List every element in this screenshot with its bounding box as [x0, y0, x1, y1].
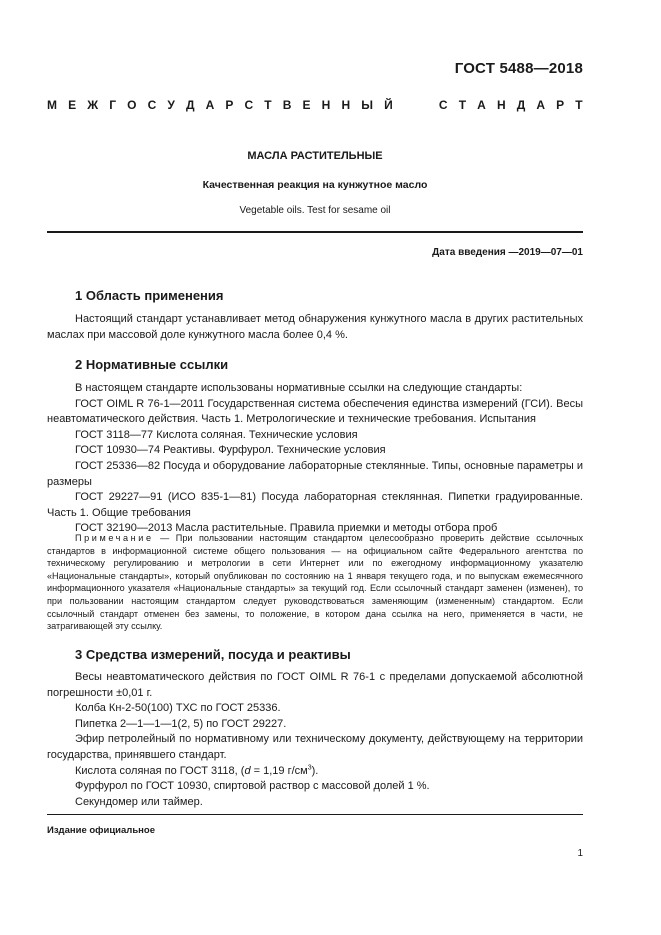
banner-letter: Н [321, 98, 331, 112]
footer-divider [47, 814, 583, 815]
reference-item: ГОСТ 10930—74 Реактивы. Фурфурол. Технические условия [75, 444, 386, 457]
equipment-item: Колба Кн-2-50(100) ТХС по ГОСТ 25336. [75, 702, 281, 715]
reference-item: ГОСТ 3118—77 Кислота соляная. Технические условия [75, 428, 358, 441]
reference-item: ГОСТ 29227—91 (ИСО 835-1—81) Посуда лабораторная стеклянная. Пипетки градуированные. Часть 1. Общие требования [47, 491, 583, 519]
banner-letter: Й [384, 98, 393, 112]
acid-suffix: ). [311, 764, 319, 777]
equipment-item: Фурфурол по ГОСТ 10930, спиртовой раствор с массовой долей 1 %. [75, 780, 430, 793]
banner-letter: Г [109, 98, 117, 112]
banner-letter: Е [68, 98, 77, 112]
banner-letter: Ы [361, 98, 373, 112]
standard-type-banner [47, 98, 583, 112]
banner-letter: Т [575, 98, 583, 112]
equipment-item: Весы неавтоматического действия по ГОСТ OIML R 76-1 с пределами допускаемой абсолютной погрешности ±0,01 г. [47, 671, 583, 699]
banner-letter: С [438, 98, 448, 112]
edition-label: Издание официальное [47, 825, 155, 836]
acid-prefix: Кислота соляная по ГОСТ 3118, ( [75, 764, 245, 777]
banner-letter: О [127, 98, 137, 112]
standard-code: ГОСТ 5488—2018 [454, 60, 583, 77]
reference-item: ГОСТ 32190—2013 Масла растительные. Правила приемки и методы отбора проб [75, 522, 498, 535]
banner-letter: Р [225, 98, 234, 112]
banner-letter: Д [516, 98, 526, 112]
banner-letter: Н [496, 98, 506, 112]
section-3-heading: 3 Средства измерений, посуда и реактивы [75, 647, 351, 662]
banner-letter: Р [556, 98, 565, 112]
banner-letter: Д [185, 98, 195, 112]
banner-letter: А [205, 98, 215, 112]
banner-letter: М [47, 98, 57, 112]
document-title: МАСЛА РАСТИТЕЛЬНЫЕ [247, 150, 383, 162]
note-text: — При пользовании настоящим стандартом целесообразно проверить действие ссылочных стандартов в информационной системе общего пользования — на официальном сайте Федерального агентства по техническому регулированию и метрологии в сети Интернет или по ежегодному информационному указателю «Национальные стандарты», который опубликован по состоянию на 1 января текущего года, и по выпускам ежемесячного информационного указателя «Национальные стандарты» за текущий год. Если ссылочный стандарт заменен (изменен), то при пользовании настоящим стандартом следует руководствоваться заменяющим (измененным) стандартом. Если ссылочный стандарт отменен без замены, то положение, в котором дана ссылка на него, применяется в части, не затрагивающей эту ссылку. [47, 533, 583, 632]
banner-letter: В [282, 98, 292, 112]
reference-item: ГОСТ OIML R 76-1—2011 Государственная система обеспечения единства измерений (ГСИ). Весы неавтоматического действия. Часть 1. Метрологические и технические требования. Испытания [47, 397, 583, 426]
references-intro: В настоящем стандарте использованы нормативные ссылки на следующие стандарты: [75, 382, 523, 394]
banner-letter: У [167, 98, 175, 112]
document-subtitle: Качественная реакция на кунжутное масло [202, 179, 428, 191]
banner-letter: С [244, 98, 254, 112]
section-2-body [47, 381, 583, 537]
section-2-heading: 2 Нормативные ссылки [75, 357, 229, 372]
equipment-item-acid [47, 764, 583, 780]
banner-letter: Е [302, 98, 311, 112]
equipment-item: Эфир петролейный по нормативному или техническому документу, действующему на территории государства, принявшего стандарт. [47, 733, 583, 761]
acid-unit-exponent: 3 [307, 763, 312, 771]
page-number: 1 [577, 848, 583, 859]
section-3-body [47, 670, 583, 810]
banner-letter: А [536, 98, 546, 112]
banner-letter: Т [458, 98, 467, 112]
section-1-heading: 1 Область применения [75, 288, 224, 303]
introduction-date: Дата введения —2019—07—01 [432, 247, 583, 258]
section-1-text: Настоящий стандарт устанавливает метод обнаружения кунжутного масла в других растительных маслах при массовой доле кунжутного масла более 0,4 %. [47, 313, 583, 341]
equipment-item: Секундомер или таймер. [75, 795, 203, 808]
note-label: Примечание [75, 533, 154, 543]
banner-letter: Ж [87, 98, 99, 112]
acid-density-value: = 1,19 г/см [250, 764, 308, 777]
banner-letter: А [477, 98, 486, 112]
banner-gap [404, 98, 428, 112]
references-note [47, 532, 583, 633]
banner-letter: С [147, 98, 157, 112]
banner-letter: Т [264, 98, 272, 112]
equipment-item: Пипетка 2—1—1—1(2, 5) по ГОСТ 29227. [75, 717, 287, 730]
section-1-body [47, 312, 583, 343]
banner-letter: Н [341, 98, 351, 112]
document-english-title: Vegetable oils. Test for sesame oil [239, 205, 391, 216]
reference-item: ГОСТ 25336—82 Посуда и оборудование лабораторные стеклянные. Типы, основные параметры и размеры [47, 459, 583, 488]
document-page [47, 0, 583, 935]
acid-density-symbol: d [244, 764, 251, 777]
title-divider [47, 231, 583, 233]
